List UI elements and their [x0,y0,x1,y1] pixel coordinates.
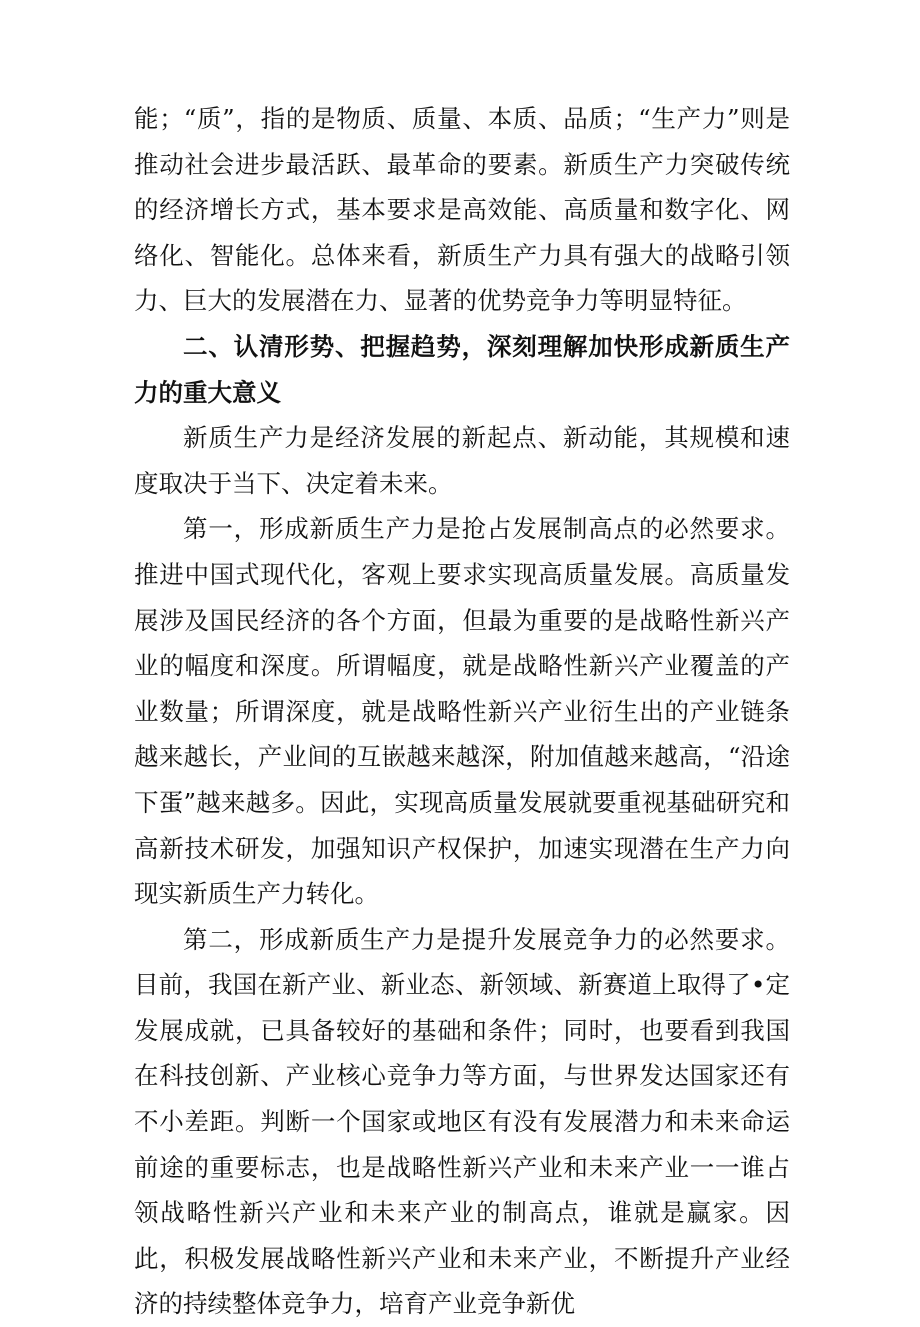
paragraph-first-point: 第一，形成新质生产力是抢占发展制高点的必然要求。推进中国式现代化，客观上要求实现高质量发展。高质量发展涉及国民经济的各个方面，但最为重要的是战略性新兴产业的幅度和深度。所谓幅度，就是战略性新兴产业覆盖的产业数量；所谓深度，就是战略性新兴产业衍生出的产业链条越来越长，产业间的互嵌越来越深，附加值越来越高，“沿途下蛋”越来越多。因此，实现高质量发展就要重视基础研究和高新技术研发，加强知识产权保护，加速实现潜在生产力向现实新质生产力转化。 [134,514,790,909]
document-page [134,96,790,1327]
paragraph-intro: 新质生产力是经济发展的新起点、新动能，其规模和速度取决于当下、决定着未来。 [134,423,790,498]
paragraph-second-point: 第二，形成新质生产力是提升发展竞争力的必然要求。目前，我国在新产业、新业态、新领域、新赛道上取得了•定发展成就，已具备较好的基础和条件；同时，也要看到我国在科技创新、产业核心竞争力等方面，与世界发达国家还有不小差距。判断一个国家或地区有没有发展潜力和未来命运前途的重要标志，也是战略性新兴产业和未来产业一一谁占领战略性新兴产业和未来产业的制高点，谁就是赢家。因此，积极发展战略性新兴产业和未来产业，不断提升产业经济的持续整体竞争力，培育产业竞争新优 [134,924,790,1319]
section-heading: 二、认清形势、把握趋势，深刻理解加快形成新质生产力的重大意义 [134,331,790,407]
paragraph-continuation: 能；“质”，指的是物质、质量、本质、品质；“生产力”则是推动社会进步最活跃、最革命的要素。新质生产力突破传统的经济增长方式，基本要求是高效能、高质量和数字化、网络化、智能化。总体来看，新质生产力具有强大的战略引领力、巨大的发展潜在力、显著的优势竞争力等明显特征。 [134,104,790,316]
